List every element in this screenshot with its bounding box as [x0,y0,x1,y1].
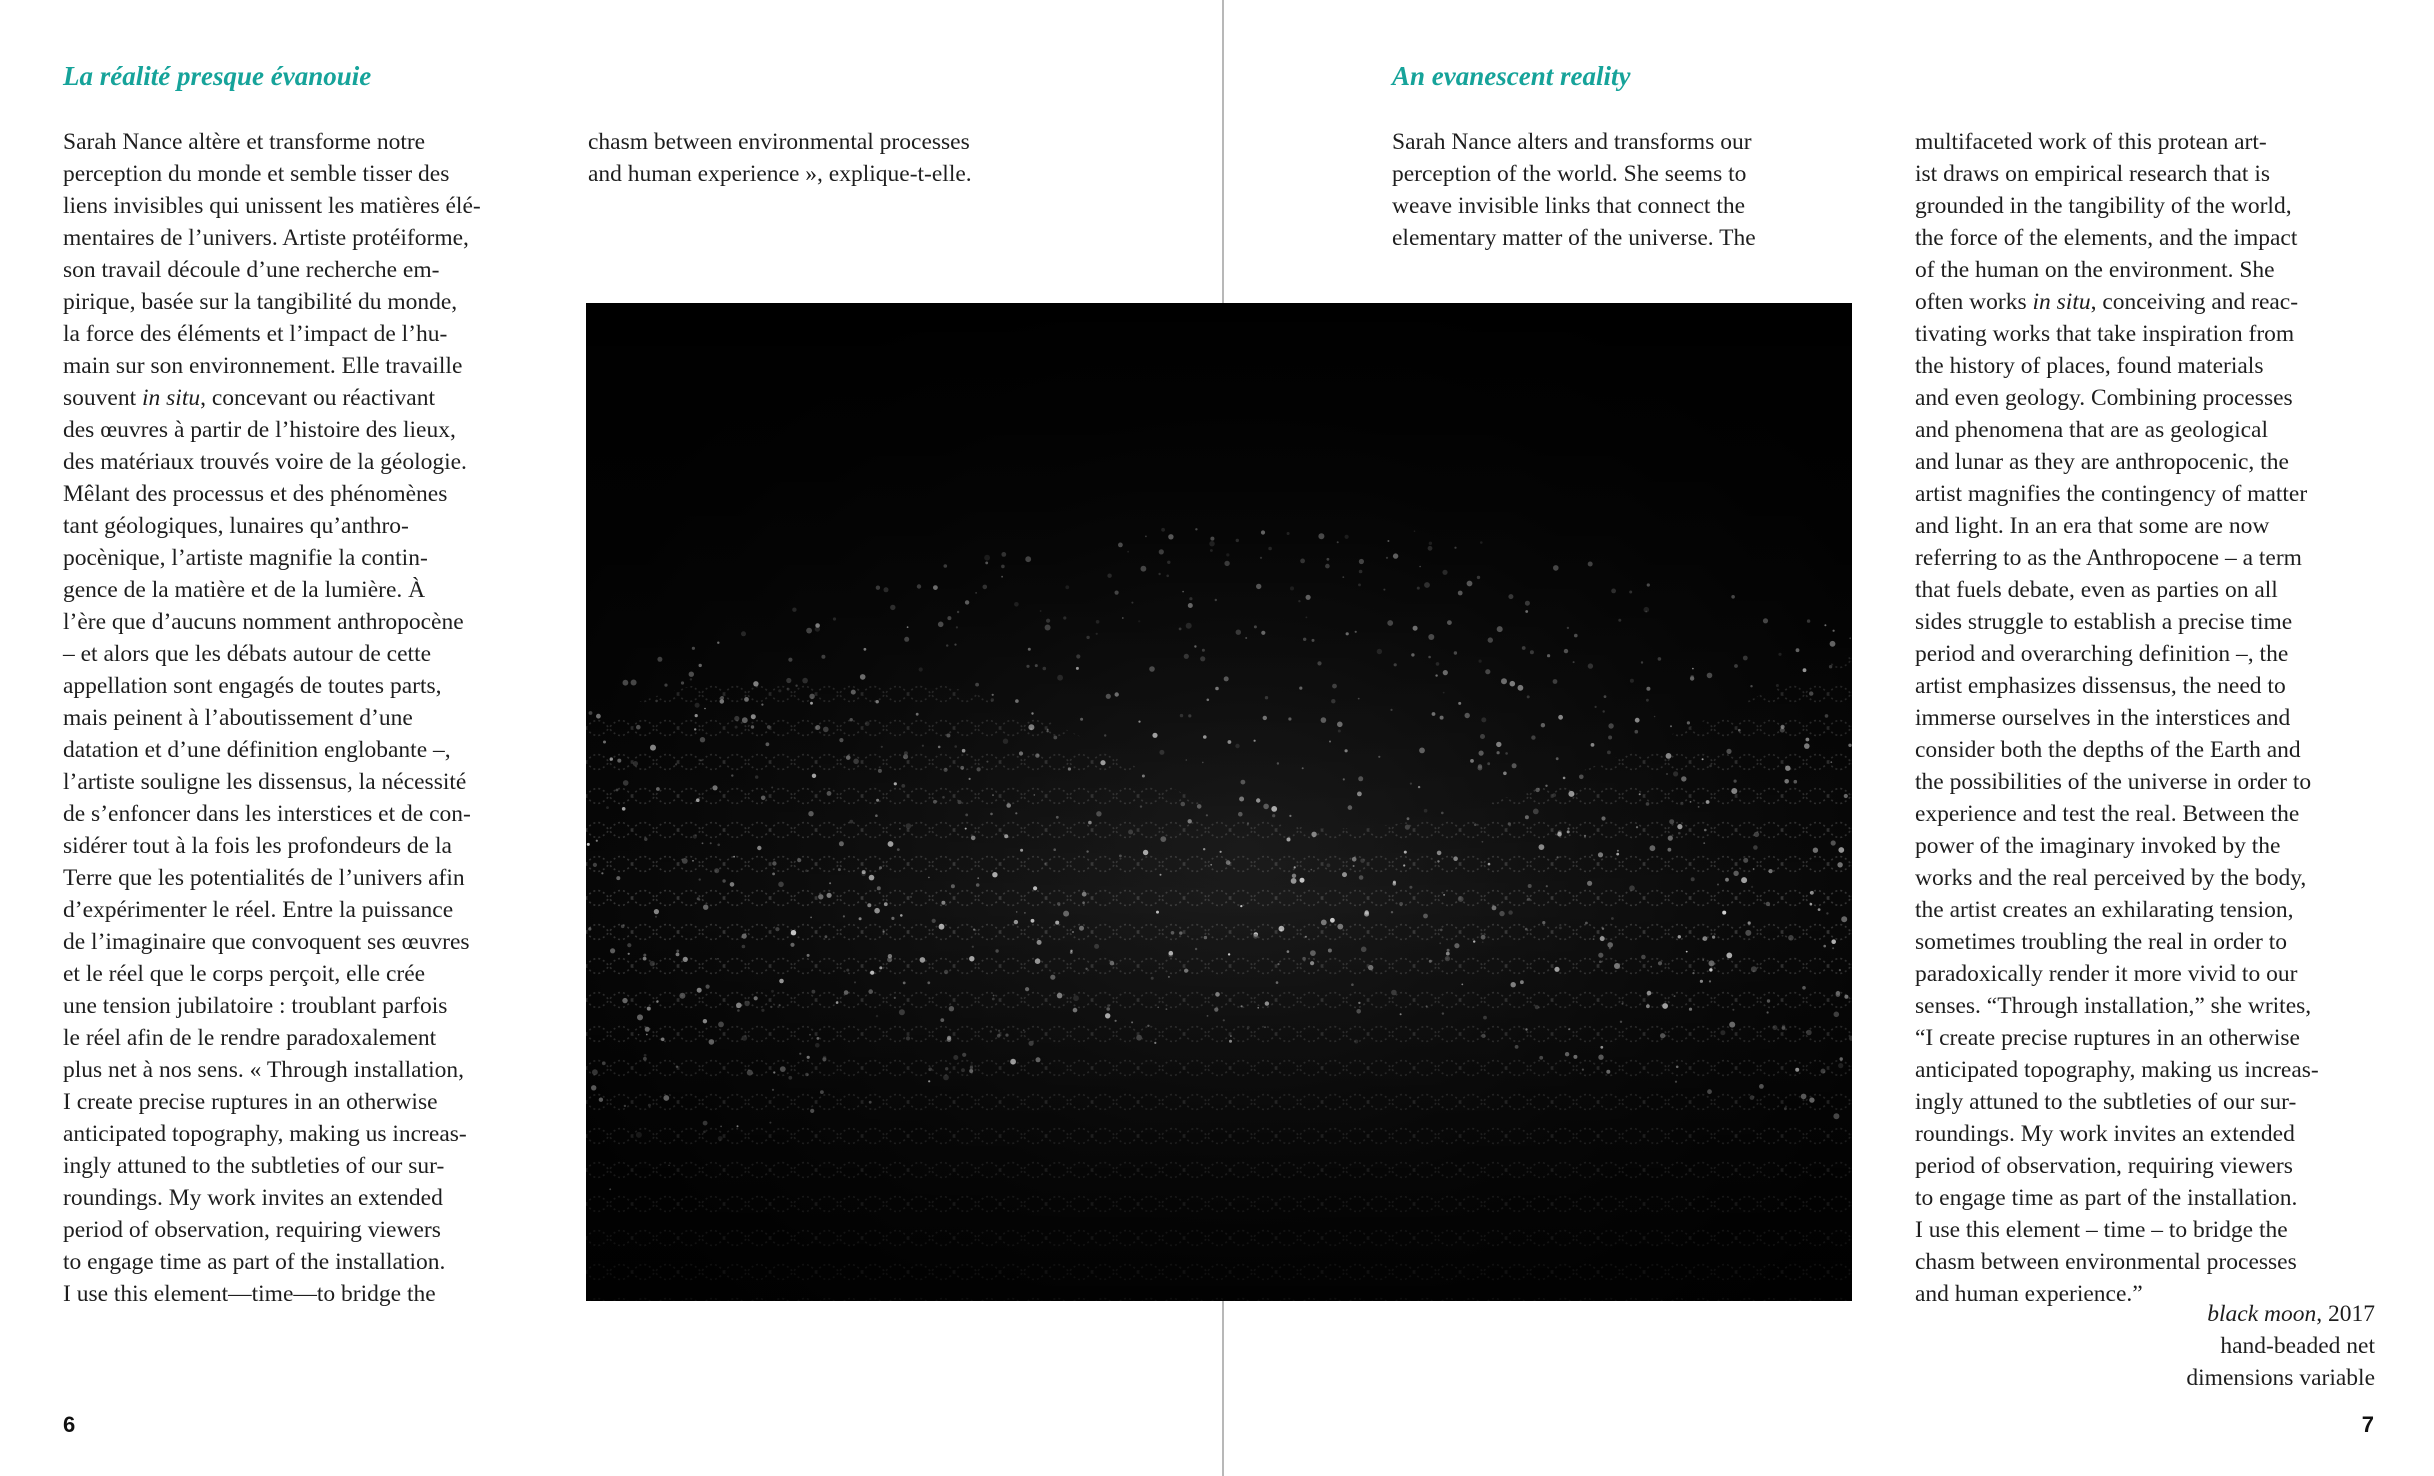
text-line: d’expérimenter le réel. Entre la puissance [63,897,454,923]
caption-dimensions: dimensions variable [2186,1365,2375,1391]
text-line: weave invisible links that connect the [1392,193,1746,219]
text-line: de s’enfoncer dans les interstices et de con- [63,801,471,827]
text-line: anticipated topography, making us increas- [63,1121,467,1147]
text-line: period of observation, requiring viewers [63,1217,441,1243]
italic-term: in situ [141,385,201,411]
text-line: l’ère que d’aucuns nomment anthropocène [63,609,464,635]
text-line: Sarah Nance alters and transforms our [1392,129,1752,155]
text-line: mentaires de l’univers. Artiste protéiforme, [63,225,469,251]
text-line: multifaceted work of this protean art- [1915,129,2267,155]
caption-title-line [2186,1298,2375,1330]
text-line: I use this element – time – to bridge the [1915,1217,2288,1243]
text-line: des matériaux trouvés voire de la géologie. [63,449,467,475]
text-line: I create precise ruptures in an otherwise [63,1089,438,1115]
text-line: perception of the world. She seems to [1392,161,1747,187]
text-line: plus net à nos sens. « Through installation, [63,1057,464,1083]
text-line: anticipated topography, making us increas- [1915,1057,2319,1083]
text-line: and human experience.” [1915,1281,2143,1307]
text-line: experience and test the real. Between the [1915,801,2300,827]
text-line: senses. “Through installation,” she writes, [1915,993,2312,1019]
text-line: and light. In an era that some are now [1915,513,2270,539]
italic-term: in situ [2032,289,2091,315]
right-page-title: An evanescent reality [1392,61,1631,91]
text-line: son travail découle d’une recherche em- [63,257,440,283]
text-line: I use this element—time—to bridge the [63,1281,436,1307]
text-line: tant géologiques, lunaires qu’anthro- [63,513,409,539]
text-line: and human experience », explique-t-elle. [588,161,972,187]
text-line: and even geology. Combining processes [1915,385,2293,411]
text-run: often works [1915,289,2033,315]
text-line: liens invisibles qui unissent les matières élé- [63,193,481,219]
text-line: mais peinent à l’aboutissement d’une [63,705,413,731]
left-page-body-column-2 [588,126,972,190]
text-line: appellation sont engagés de toutes parts, [63,673,442,699]
caption-title: black moon [2207,1301,2317,1327]
text-line: l’artiste souligne les dissensus, la nécessité [63,769,467,795]
text-line: referring to as the Anthropocene – a term [1915,545,2302,571]
text-line: that fuels debate, even as parties on all [1915,577,2278,603]
text-line: period of observation, requiring viewers [1915,1153,2293,1179]
right-page-body-column-2 [1915,126,2319,1310]
text-line: perception du monde et semble tisser des [63,161,450,187]
text-line: gence de la matière et de la lumière. À [63,577,426,603]
text-line: the history of places, found materials [1915,353,2264,379]
text-line: main sur son environnement. Elle travaille [63,353,463,379]
left-page-body-column-1 [63,126,481,1310]
text-line: of the human on the environment. She [1915,257,2275,283]
text-line: et le réel que le corps perçoit, elle crée [63,961,426,987]
text-line: paradoxically render it more vivid to our [1915,961,2298,987]
text-line: chasm between environmental processes [1915,1249,2297,1275]
text-line: une tension jubilatoire : troublant parfois [63,993,448,1019]
text-line: “I create precise ruptures in an otherwise [1915,1025,2300,1051]
text-line: the artist creates an exhilarating tension, [1915,897,2294,923]
text-line: immerse ourselves in the interstices and [1915,705,2291,731]
right-page-body-column-1 [1392,126,1756,254]
text-run: , conceiving and reac- [2090,289,2299,315]
text-line: period and overarching definition –, the [1915,641,2289,667]
text-line: pocènique, l’artiste magnifie la contin- [63,545,428,571]
text-line: Sarah Nance altère et transforme notre [63,129,426,155]
caption-year: , 2017 [2316,1301,2375,1327]
text-line: des œuvres à partir de l’histoire des lieux, [63,417,456,443]
text-run: , concevant ou réactivant [200,385,435,411]
text-line: works and the real perceived by the body, [1915,865,2307,891]
beaded-net-image [586,303,1852,1301]
text-line: power of the imaginary invoked by the [1915,833,2281,859]
right-page-number: 7 [2361,1412,2374,1437]
text-line: sidérer tout à la fois les profondeurs de la [63,833,452,859]
text-line: tivating works that take inspiration from [1915,321,2295,347]
text-line: consider both the depths of the Earth and [1915,737,2301,763]
text-line [63,382,481,414]
text-line: the force of the elements, and the impact [1915,225,2298,251]
text-line [1915,286,2319,318]
text-line: grounded in the tangibility of the world, [1915,193,2292,219]
text-line: ist draws on empirical research that is [1915,161,2270,187]
text-line: – et alors que les débats autour de cette [63,641,432,667]
text-line: sides struggle to establish a precise time [1915,609,2293,635]
text-line: artist magnifies the contingency of matter [1915,481,2308,507]
text-line: ingly attuned to the subtleties of our sur- [1915,1089,2297,1115]
text-line: to engage time as part of the installation. [1915,1185,2298,1211]
caption-medium: hand-beaded net [2220,1333,2375,1359]
text-line: le réel afin de le rendre paradoxalement [63,1025,437,1051]
text-line: de l’imaginaire que convoquent ses œuvres [63,929,470,955]
text-line: artist emphasizes dissensus, the need to [1915,673,2286,699]
left-page-number: 6 [63,1412,76,1437]
text-line: la force des éléments et l’impact de l’hu- [63,321,448,347]
text-line: chasm between environmental processes [588,129,970,155]
text-line: and lunar as they are anthropocenic, the [1915,449,2289,475]
text-line: roundings. My work invites an extended [63,1185,443,1211]
artwork-caption [2186,1298,2375,1394]
left-page-title: La réalité presque évanouie [63,61,372,91]
text-line: roundings. My work invites an extended [1915,1121,2295,1147]
text-run: souvent [63,385,142,411]
artwork-photo-black-moon [586,303,1852,1301]
text-line: pirique, basée sur la tangibilité du monde, [63,289,458,315]
text-line: Terre que les potentialités de l’univers afin [63,865,465,891]
text-line: ingly attuned to the subtleties of our sur- [63,1153,445,1179]
text-line: datation et d’une définition englobante –, [63,737,451,763]
text-line: to engage time as part of the installation. [63,1249,446,1275]
text-line: Mêlant des processus et des phénomènes [63,481,448,507]
text-line: elementary matter of the universe. The [1392,225,1756,251]
text-line: and phenomena that are as geological [1915,417,2269,443]
text-line: sometimes troubling the real in order to [1915,929,2287,955]
text-line: the possibilities of the universe in order to [1915,769,2312,795]
